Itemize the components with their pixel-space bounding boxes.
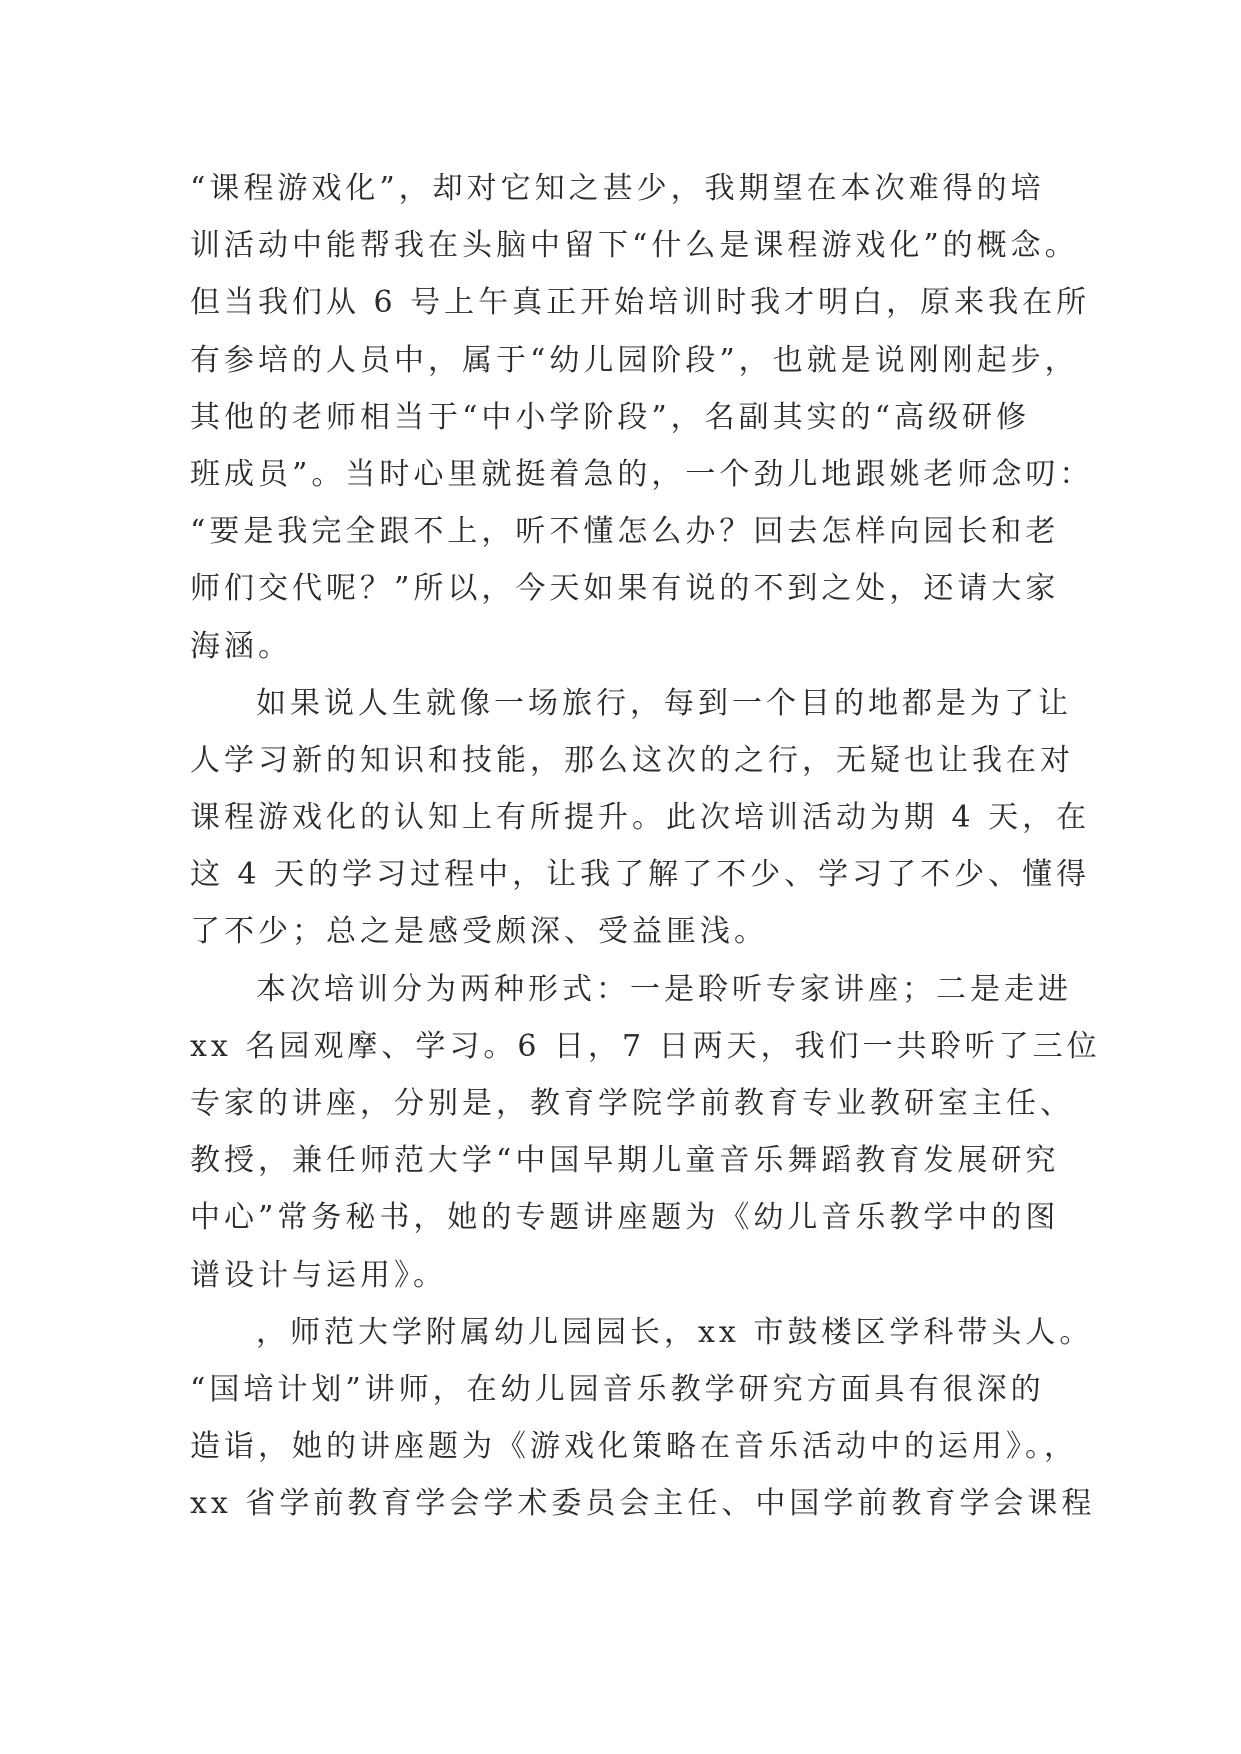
text-line: 课程游戏化的认知上有所提升。此次培训活动为期 4 天，在 (190, 800, 1091, 836)
text-line: 有参培的人员中，属于“幼儿园阶段”，也就是说刚刚起步， (190, 342, 1079, 378)
text-line: 中心”常务秘书，她的专题讲座题为《幼儿音乐教学中的图 (190, 1200, 1060, 1236)
text-line: ，师范大学附属幼儿园园长，xx 市鼓楼区学科带头人。 (256, 1314, 1094, 1350)
text-line: 造诣，她的讲座题为《游戏化策略在音乐活动中的运用》。， (190, 1429, 1078, 1465)
text-line: “课程游戏化”，却对它知之甚少，我期望在本次难得的培 (190, 171, 1045, 206)
text-line: “国培计划”讲师，在幼儿园音乐教学研究方面具有很深的 (190, 1371, 1045, 1407)
paragraph-2 (190, 675, 1091, 961)
text-line: 了不少；总之是感受颇深、受益匪浅。 (190, 914, 768, 950)
text-line: 其他的老师相当于“中小学阶段”，名副其实的“高级研修 (190, 399, 1031, 435)
text-line: xx 省学前教育学会学术委员会主任、中国学前教育学会课程 (190, 1486, 1096, 1522)
text-line: “要是我完全跟不上，听不懂怎么办？回去怎样向园长和老 (190, 514, 1060, 550)
paragraph-4 (190, 1304, 1096, 1533)
text-line: 训活动中能帮我在头脑中留下“什么是课程游戏化”的概念。 (190, 228, 1079, 264)
text-line: 教授，兼任师范大学“中国早期儿童音乐舞蹈教育发展研究 (190, 1143, 1060, 1179)
text-line: 海涵。 (190, 628, 292, 664)
text-line: 谱设计与运用》。 (190, 1257, 447, 1293)
text-line: 师们交代呢？”所以，今天如果有说的不到之处，还请大家 (190, 571, 1060, 607)
text-line: 但当我们从 6 号上午真正开始培训时我才明白，原来我在所 (190, 285, 1091, 321)
text-line: 人学习新的知识和技能，那么这次的之行，无疑也让我在对 (190, 742, 1074, 778)
document-body (190, 160, 1101, 1533)
text-line: xx 名园观摩、学习。6 日，7 日两天，我们一共聆听了三位 (190, 1028, 1101, 1064)
text-line: 班成员”。当时心里就挺着急的，一个劲儿地跟姚老师念叨： (190, 456, 1094, 492)
paragraph-3 (190, 961, 1101, 1304)
text-line: 本次培训分为两种形式：一是聆听专家讲座；二是走进 (256, 971, 1072, 1007)
paragraph-1 (190, 160, 1094, 675)
text-line: 这 4 天的学习过程中，让我了解了不少、学习了不少、懂得 (190, 857, 1091, 893)
text-line: 如果说人生就像一场旅行，每到一个目的地都是为了让 (256, 685, 1072, 721)
text-line: 专家的讲座，分别是，教育学院学前教育专业教研室主任、 (190, 1086, 1074, 1121)
